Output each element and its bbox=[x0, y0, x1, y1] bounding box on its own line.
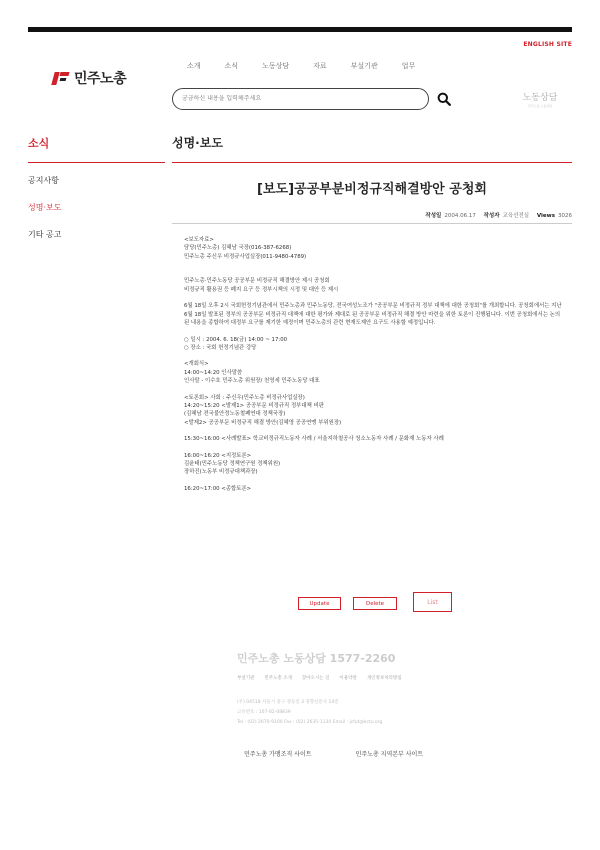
paragraph-gap bbox=[184, 477, 566, 485]
footer-address: (우) 04518 서울시 중구 정동길 3 경향신문사 14층 bbox=[237, 700, 339, 705]
nav-item-about[interactable]: 소개 bbox=[187, 62, 201, 70]
list-button[interactable]: List bbox=[413, 592, 452, 612]
paragraph-gap bbox=[184, 352, 566, 360]
paragraph-gap bbox=[184, 261, 566, 269]
date-value: 2004.06.17 bbox=[444, 213, 476, 219]
article-line: (김혜남 전국불안정노동철폐연대 정책국장) bbox=[184, 411, 286, 418]
search-icon[interactable] bbox=[437, 92, 451, 106]
title-divider bbox=[172, 162, 572, 163]
footer-link-member-orgs[interactable]: 민주노총 가맹조직 사이트 bbox=[244, 751, 312, 758]
english-site-link[interactable]: ENGLISH SITE bbox=[523, 41, 572, 48]
article-title: [보도]공공부분비정규직해결방안 공청회 bbox=[257, 182, 487, 197]
article-line: 6월 18일 오후 2시 국회헌정기념관에서 민주노총과 민주노동당, 전국여성노조가 "공공부문 비정규직 정부 대책에 대한 공청회"를 개최합니다. 공청회에서는 지난 6월 18일 발표된 정부의 공공부문 비정규직 대책에 대한 평가와 제대로 된 공공부문 비정규직 해결 방안 마련을 위한 토론이 진행됩니다. 이번 공청회에서는 논의 된 내용을 종합하여 대정부 요구를 제기한 예정이며 민주노총의 관련 현재도제안 요구도 사용할 예정입니다. bbox=[184, 303, 562, 326]
date-label: 작성일 bbox=[425, 213, 442, 219]
sidebar-item-other-notices[interactable]: 기타 공고 bbox=[28, 230, 62, 239]
article-line: 15:30~16:00 <사례발표> 학교비정규직노동자 사례 / 서울지하철공사 청소노동자 사례 / 문화재 노동자 사례 bbox=[184, 436, 444, 443]
paragraph-gap bbox=[184, 294, 566, 302]
footer-links bbox=[244, 749, 467, 758]
logo[interactable] bbox=[52, 68, 126, 88]
sidebar-title: 소식 bbox=[28, 137, 50, 150]
views-label: Views bbox=[536, 213, 555, 219]
article-line: 민주노총·민주노동당 공공부문 비정규직 해결방안 제시 공청회 bbox=[184, 278, 330, 285]
footer-nav-privacy[interactable]: 개인정보처리방침 bbox=[366, 676, 402, 681]
article-line: 장하진(노동부 비정규대책과장) bbox=[184, 469, 258, 476]
footer-title: 민주노총 노동상담 1577-2260 bbox=[237, 652, 396, 665]
article-line: ○ 일시 : 2004. 6. 18(금) 14:00 ~ 17:00 bbox=[184, 336, 288, 343]
article-line: 김윤태(민주노동당 정책연구원 정책위원) bbox=[184, 461, 281, 468]
counsel-link[interactable] bbox=[519, 90, 561, 108]
counsel-subtitle: 민주노총 노동상담 bbox=[527, 104, 553, 108]
views-value: 3026 bbox=[558, 213, 572, 219]
author-label: 작성자 bbox=[483, 213, 500, 219]
nav-item-affiliates[interactable]: 부설기관 bbox=[350, 62, 378, 70]
page-title: 성명·보도 bbox=[172, 136, 223, 150]
nav-item-news[interactable]: 소식 bbox=[224, 62, 239, 70]
footer-nav-terms[interactable]: 이용약관 bbox=[339, 676, 357, 681]
delete-button[interactable]: Delete bbox=[353, 597, 397, 610]
paragraph-gap bbox=[184, 427, 566, 435]
meta-divider bbox=[172, 223, 572, 224]
article-line: 14:00~14:20 인사말씀 bbox=[184, 369, 243, 376]
kctu-logo-icon bbox=[52, 71, 70, 85]
sidebar-divider bbox=[28, 162, 165, 163]
footer-nav bbox=[237, 675, 412, 681]
article-line: 16:20~17:00 <종합토론> bbox=[184, 485, 252, 492]
paragraph-gap bbox=[184, 443, 566, 451]
article-line: 14:20~15:20 <발제1> 공공부문 비정규직 정부대책 비판 bbox=[184, 402, 324, 409]
logo-text: 민주노총 bbox=[74, 71, 127, 87]
main-nav bbox=[187, 61, 439, 71]
sidebar-menu bbox=[28, 175, 61, 256]
footer-link-regional[interactable]: 민주노총 지역본부 사이트 bbox=[355, 751, 424, 758]
article-line: 민주노총 주신우 비정규사업실장(011-9480-4789) bbox=[184, 253, 307, 260]
top-bar bbox=[28, 27, 572, 32]
nav-item-counsel[interactable]: 노동상담 bbox=[262, 62, 290, 70]
author-value: 교육선전실 bbox=[502, 213, 530, 219]
footer-contact: Tel : (02) 2670-9100 Fax : (02) 2635-1134 Email : jcfut@kctu.org bbox=[237, 720, 383, 725]
article-line: <보도자료> bbox=[184, 237, 214, 243]
article-line: 인사말 - 이수호 민주노총 위원장/ 천영세 민주노동당 대표 bbox=[184, 378, 320, 385]
search-box bbox=[172, 88, 429, 110]
nav-item-work[interactable]: 업무 bbox=[401, 62, 416, 70]
search-input[interactable] bbox=[182, 95, 412, 102]
footer-nav-about[interactable]: 민주노총 소개 bbox=[264, 676, 292, 681]
update-button[interactable]: Update bbox=[298, 597, 341, 610]
article-line: ○ 장소 : 국회 헌정기념관 강당 bbox=[184, 344, 257, 351]
nav-item-resources[interactable]: 자료 bbox=[313, 62, 327, 70]
paragraph-gap bbox=[184, 269, 566, 277]
sidebar-item-notice[interactable]: 공지사항 bbox=[28, 176, 59, 185]
article-line: <토론회> 사회 : 주신우(민주노총 비정규사업실장) bbox=[184, 394, 305, 401]
sidebar-item-statements[interactable]: 성명·보도 bbox=[28, 203, 62, 212]
article-line: 16:00~16:20 <지정토론> bbox=[184, 452, 252, 459]
paragraph-gap bbox=[184, 327, 566, 335]
article-line: 비정규직 활용권 등 폐지 요구 등 정부시책의 시정 및 대안 등 제시 bbox=[184, 286, 339, 293]
paragraph-gap bbox=[184, 385, 566, 393]
article-body bbox=[184, 236, 566, 493]
footer-nav-affiliates[interactable]: 부설기관 bbox=[237, 676, 255, 681]
footer-info bbox=[237, 698, 382, 728]
article-line: <발제2> 공공부문 비정규직 해결 방안(김혜영 공공연맹 부위원장) bbox=[184, 419, 342, 426]
article-line: <개회식> bbox=[184, 361, 209, 368]
footer-nav-directions[interactable]: 찾아오시는 길 bbox=[301, 676, 330, 681]
article-line: 담당(민주노총) 김혜남 국장(016-387-6268) bbox=[184, 245, 292, 252]
article-meta bbox=[419, 211, 572, 219]
counsel-title: 노동상담 bbox=[522, 93, 558, 103]
footer-biz-no: 고유번호 : 107-82-08839 bbox=[237, 710, 291, 715]
